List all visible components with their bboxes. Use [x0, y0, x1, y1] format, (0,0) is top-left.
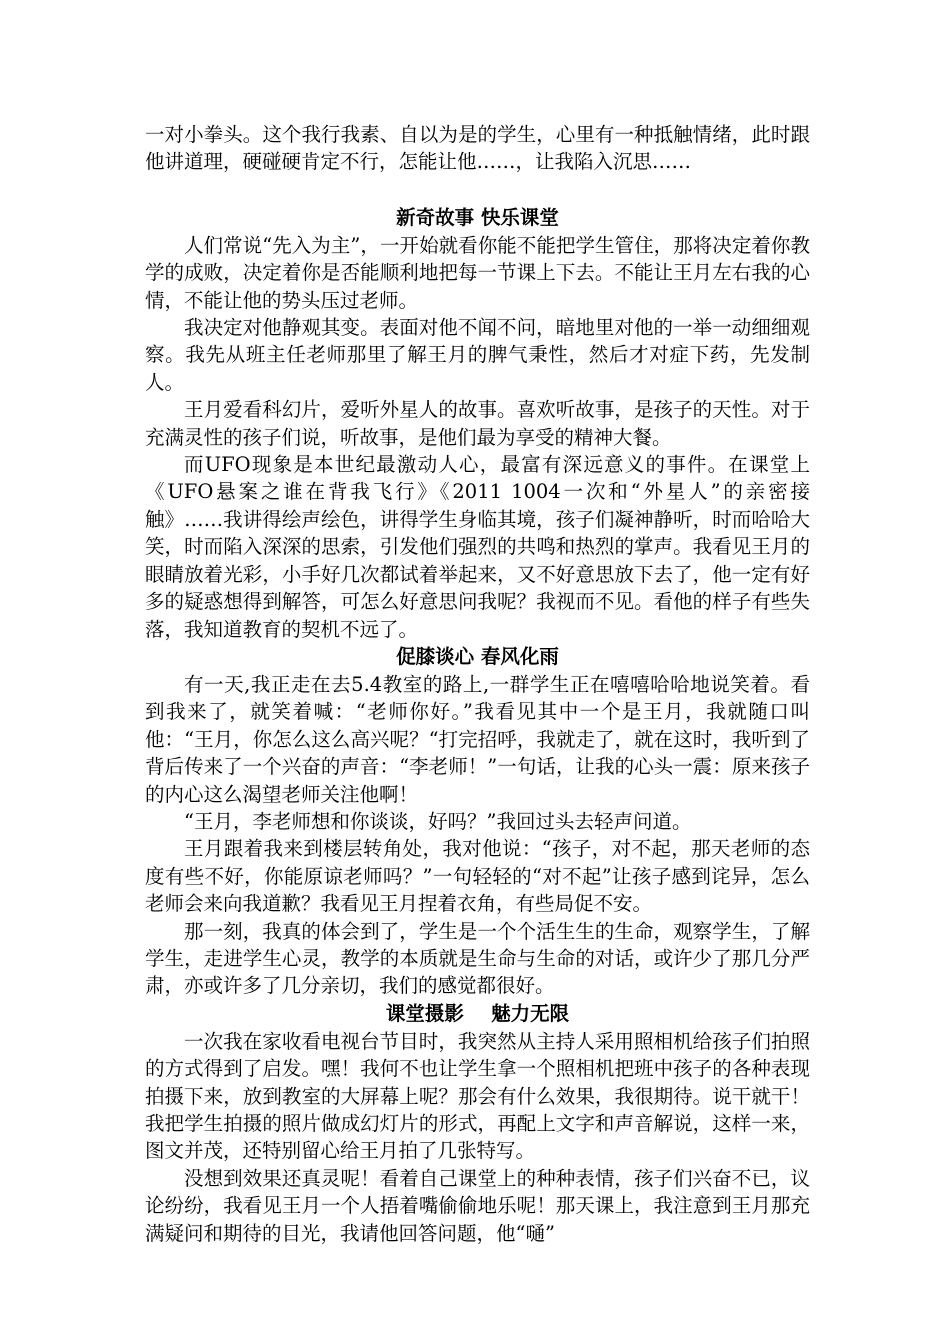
- section-heading-stories: 新奇故事 快乐课堂: [396, 205, 559, 229]
- talk-paragraph-2: “王月，李老师想和你谈谈，好吗？”我回过头去轻声问道。: [184, 809, 692, 833]
- stories-paragraph-1: 人们常说“先入为主”，一开始就看你能不能把学生管住，那将决定着你教学的成败，决定着你是否能顺利地把每一节课上下去。不能让王月左右我的心情，不能让他的势头压过老师。: [145, 233, 810, 312]
- talk-paragraph-1: 有一天,我正走在去5.4教室的路上,一群学生正在嘻嘻哈哈地说笑着。看到我来了，就笑着喊：“老师你好。”我看见其中一个是王月，我就随口叫他：“王月，你怎么这么高兴呢？“打完招呼，我就走了，就在这时，我听到了背后传来了一个兴奋的声音：“李老师！”一句话，让我的心头一震：原来孩子的内心这么渴望老师关注他啊！: [145, 672, 810, 806]
- talk-paragraph-3: 王月跟着我来到楼层转角处，我对他说：“孩子，对不起，那天老师的态度有些不好，你能原谅老师吗？”一句轻轻的“对不起”让孩子感到诧异，怎么老师会来向我道歉？我看见王月捏着衣角，有些局促不安。: [145, 837, 810, 916]
- photo-paragraph-1: 一次我在家收看电视台节目时，我突然从主持人采用照相机给孩子们拍照的方式得到了启发。嘿！我何不也让学生拿一个照相机把班中孩子的各种表现拍摄下来，放到教室的大屏幕上呢？那会有什么效果，我很期待。说干就干！我把学生拍摄的照片做成幻灯片的形式，再配上文字和声音解说，这样一来，图文并茂，还特别留心给王月拍了几张特写。: [145, 1029, 810, 1163]
- talk-paragraph-4: 那一刻，我真的体会到了，学生是一个个活生生的生命，观察学生，了解学生，走进学生心灵，教学的本质就是生命与生命的对话，或许少了那几分严肃，亦或许多了几分亲切，我们的感觉都很好。: [145, 919, 810, 998]
- stories-paragraph-3: 王月爱看科幻片，爱听外星人的故事。喜欢听故事，是孩子的天性。对于充满灵性的孩子们说，听故事，是他们最为享受的精神大餐。: [145, 398, 810, 449]
- intro-paragraph: 一对小拳头。这个我行我素、自以为是的学生，心里有一种抵触情绪，此时跟他讲道理，硬碰硬肯定不行，怎能让他……，让我陷入沉思……: [145, 123, 810, 174]
- document-page: [145, 121, 810, 1247]
- stories-paragraph-2: 我决定对他静观其变。表面对他不闻不问，暗地里对他的一举一动细细观察。我先从班主任老师那里了解王月的脾气秉性，然后才对症下药，先发制人。: [145, 316, 810, 394]
- photo-paragraph-2: 没想到效果还真灵呢！看着自己课堂上的种种表情，孩子们兴奋不已，议论纷纷，我看见王月一个人捂着嘴偷偷地乐呢！那天课上，我注意到王月那充满疑问和期待的目光，我请他回答问题，他“嗵”: [145, 1166, 810, 1245]
- section-heading-talk: 促膝谈心 春风化雨: [396, 644, 559, 668]
- section-gap: [145, 176, 810, 204]
- stories-paragraph-4: 而UFO现象是本世纪最激动人心，最富有深远意义的事件。在课堂上《UFO悬案之谁在背我飞行》《2011 1004一次和“外星人”的亲密接触》……我讲得绘声绘色，讲得学生身临其境，孩子们凝神静听，时而哈哈大笑，时而陷入深深的思索，引发他们强烈的共鸣和热烈的掌声。我看见王月的眼睛放着光彩，小手好几次都试着举起来，又不好意思放下去了，他一定有好多的疑惑想得到解答，可怎么好意思问我呢？我视而不见。看他的样子有些失落，我知道教育的契机不远了。: [145, 453, 810, 641]
- section-heading-photo: 课堂摄影 魅力无限: [385, 1001, 570, 1025]
